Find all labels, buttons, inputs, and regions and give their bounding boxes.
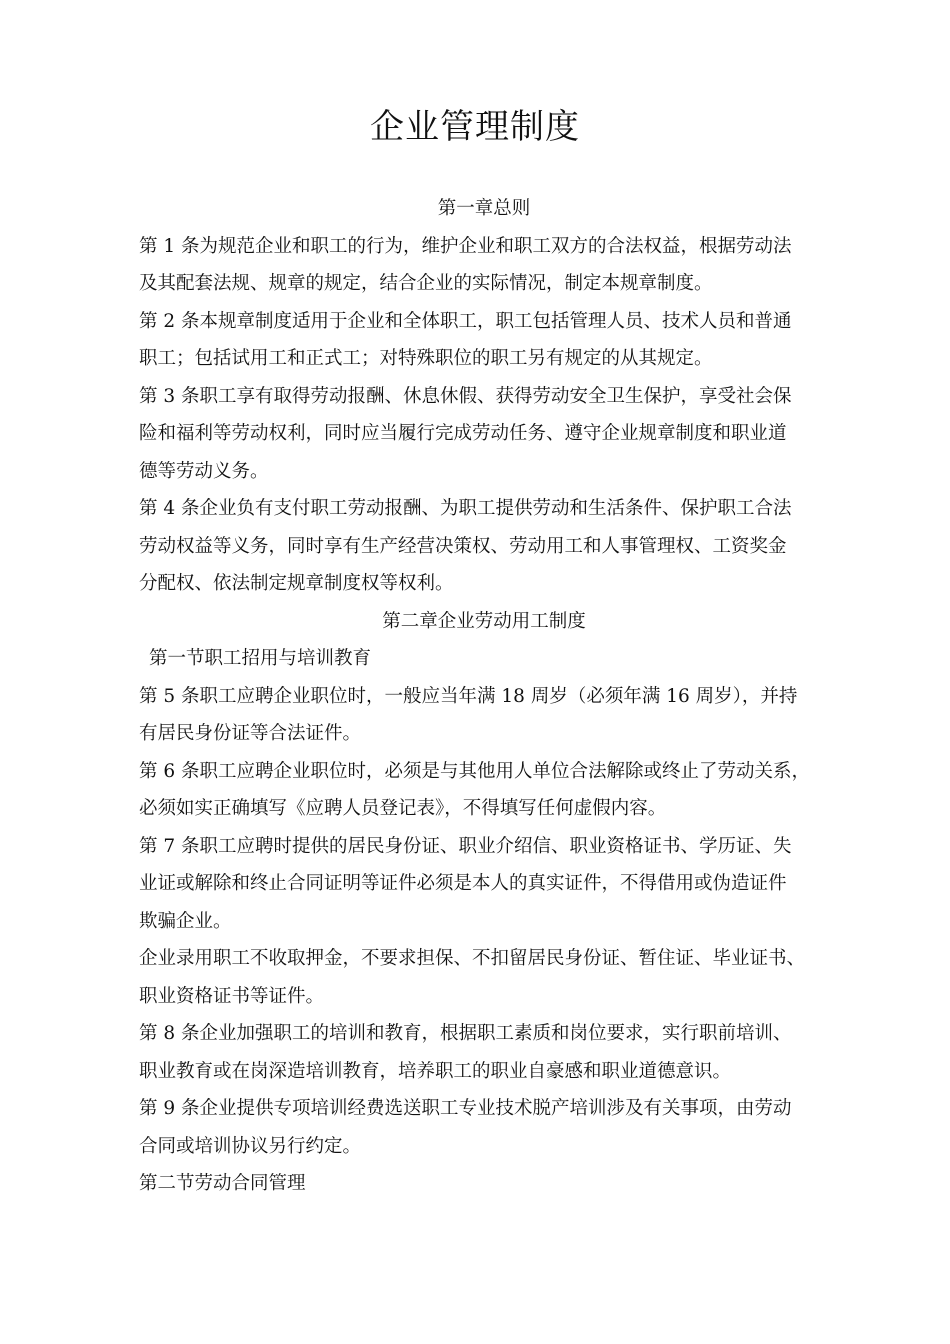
document-title: 企业管理制度 <box>370 107 580 147</box>
article-3-line-1: 第 3 条职工享有取得劳动报酬、休息休假、获得劳动安全卫生保护，享受社会保 <box>139 385 792 407</box>
article-4-line-3: 分配权、依法制定规章制度权等权利。 <box>139 573 454 594</box>
article-7-line-1: 第 7 条职工应聘时提供的居民身份证、职业介绍信、职业资格证书、学历证、失 <box>139 835 792 857</box>
hiring-note-line-1: 企业录用职工不收取押金，不要求担保、不扣留居民身份证、暂住证、毕业证书、 <box>139 948 806 969</box>
article-9-line-2: 合同或培训协议另行约定。 <box>139 1135 362 1157</box>
article-6-line-1: 第 6 条职工应聘企业职位时，必须是与其他用人单位合法解除或终止了劳动关系， <box>139 760 811 782</box>
article-2-line-2: 职工；包括试用工和正式工；对特殊职位的职工另有规定的从其规定。 <box>139 348 713 369</box>
section-2-heading: 第二节劳动合同管理 <box>139 1173 306 1194</box>
article-7-line-2: 业证或解除和终止合同证明等证件必须是本人的真实证件，不得借用或伪造证件 <box>139 873 787 894</box>
article-8-line-1: 第 8 条企业加强职工的培训和教育，根据职工素质和岗位要求，实行职前培训、 <box>139 1023 792 1044</box>
article-8-line-2: 职业教育或在岗深造培训教育，培养职工的职业自豪感和职业道德意识。 <box>139 1060 732 1082</box>
article-4-line-1: 第 4 条企业负有支付职工劳动报酬、为职工提供劳动和生活条件、保护职工合法 <box>139 498 792 519</box>
chapter-1-heading: 第一章总则 <box>437 198 531 219</box>
article-3-line-3: 德等劳动义务。 <box>139 460 269 482</box>
hiring-note-line-2: 职业资格证书等证件。 <box>139 985 325 1007</box>
article-4-line-2: 劳动权益等义务，同时享有生产经营决策权、劳动用工和人事管理权、工资奖金 <box>139 535 787 557</box>
article-3-line-2: 险和福利等劳动权利，同时应当履行完成劳动任务、遵守企业规章制度和职业道 <box>139 423 787 444</box>
article-7-line-3: 欺骗企业。 <box>139 910 232 932</box>
article-9-line-1: 第 9 条企业提供专项培训经费选送职工专业技术脱产培训涉及有关事项，由劳动 <box>139 1098 792 1119</box>
document-body <box>139 190 829 1203</box>
article-5-line-2: 有居民身份证等合法证件。 <box>139 723 362 744</box>
section-1-heading: 第一节职工招用与培训教育 <box>149 648 372 669</box>
chapter-2-heading: 第二章企业劳动用工制度 <box>382 610 586 632</box>
article-2-line-1: 第 2 条本规章制度适用于企业和全体职工，职工包括管理人员、技术人员和普通 <box>139 310 792 332</box>
article-5-line-1: 第 5 条职工应聘企业职位时，一般应当年满 18 周岁（必须年满 16 周岁），并持 <box>139 685 798 707</box>
article-1-line-1: 第 1 条为规范企业和职工的行为，维护企业和职工双方的合法权益，根据劳动法 <box>139 235 792 257</box>
article-6-line-2: 必须如实正确填写《应聘人员登记表》，不得填写任何虚假内容。 <box>139 798 667 819</box>
article-1-line-2: 及其配套法规、规章的规定，结合企业的实际情况，制定本规章制度。 <box>139 273 713 294</box>
